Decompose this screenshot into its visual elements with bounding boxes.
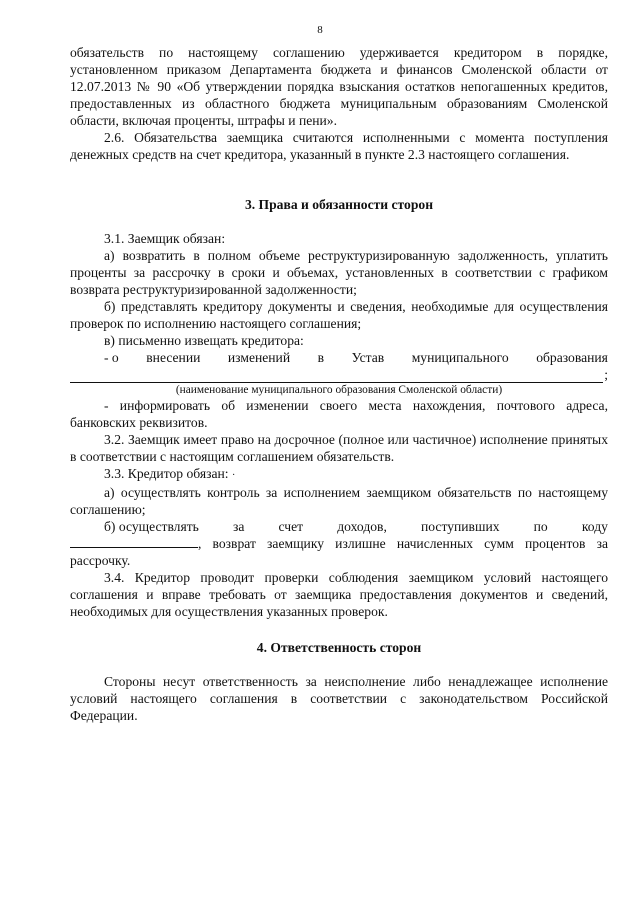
paragraph-3-3-a: а) осуществлять контроль за исполнением заемщиком обязательств по настоящему соглашению; <box>70 485 608 517</box>
code-line-word: по <box>533 519 548 534</box>
ustav-word: муниципального <box>411 350 509 365</box>
paragraph-3-3-b-tail-text: , возврат заемщику излишне начисленных сумм процентов за рассрочку. <box>70 536 608 568</box>
code-line-word: доходов, <box>337 519 387 534</box>
code-blank <box>70 535 198 548</box>
ustav-word: внесении <box>146 350 201 365</box>
code-line-word: за <box>233 519 245 534</box>
blank-caption: (наименование муниципального образования Смоленской области) <box>175 384 503 396</box>
paragraph-4: Стороны несут ответственность за неисполнение либо ненадлежащее исполнение условий настоящего соглашения в соответствии с законодательством Российской Федерации. <box>70 674 608 723</box>
stray-dot: · <box>231 470 236 481</box>
page-number: 8 <box>317 24 323 36</box>
code-line-word: поступивших <box>421 519 500 534</box>
paragraph-intro: обязательств по настоящему соглашению удерживается кредитором в порядке, установленном приказом Департамента бюджета и финансов Смоленской области от 12.07.2013 № 90 «Об утверждении порядка взыскания остатков непогашенных кредитов, предоставленных из областного бюджета муниципальным образованиям Смоленской области, включая проценты, штрафы и пени». <box>70 45 608 128</box>
paragraph-3-1: 3.1. Заемщик обязан: <box>104 231 226 246</box>
code-line <box>70 518 608 535</box>
paragraph-3-3-b-tail <box>70 535 608 569</box>
paragraph-3-1-b: б) представлять кредитору документы и сведения, необходимые для осуществления проверок по исполнению настоящего соглашения; <box>70 299 608 331</box>
ustav-word: изменений <box>227 350 291 365</box>
ustav-word: в <box>317 350 325 365</box>
code-line-word: коду <box>581 519 608 534</box>
document-body <box>70 44 608 724</box>
paragraph-inform: - информировать об изменении своего места нахождения, почтового адреса, банковских реквизитов. <box>70 398 608 430</box>
ustav-word: образования <box>536 350 608 365</box>
municipality-name-blank <box>70 366 608 383</box>
ustav-line <box>70 349 608 366</box>
paragraph-3-3 <box>70 465 608 484</box>
paragraph-3-1-v: в) письменно извещать кредитора: <box>104 333 304 348</box>
ustav-word: - о <box>104 350 119 365</box>
paragraph-3-4: 3.4. Кредитор проводит проверки соблюдения заемщиком условий настоящего соглашения и вправе требовать от заемщика предоставления документов и сведений, необходимых для осуществления указанных проверок. <box>70 570 608 619</box>
section-3-title: 3. Права и обязанности сторон <box>244 197 434 212</box>
paragraph-2-6: 2.6. Обязательства заемщика считаются исполненными с момента поступления денежных средств на счет кредитора, указанный в пункте 2.3 настоящего соглашения. <box>70 130 608 162</box>
code-line-word: счет <box>278 519 304 534</box>
section-4-title: 4. Ответственность сторон <box>256 640 422 655</box>
paragraph-3-1-a: а) возвратить в полном объеме реструктуризированную задолженность, уплатить проценты за рассрочку в сроки и объемах, установленных в соответствии с графиком возврата реструктуризированной задолженности; <box>70 248 608 297</box>
blank-line-end: ; <box>604 367 608 382</box>
paragraph-3-2: 3.2. Заемщик имеет право на досрочное (полное или частичное) исполнение принятых в соответствии с настоящим соглашением обязательств. <box>70 432 608 464</box>
ustav-word: Устав <box>351 350 385 365</box>
code-line-word: б) осуществлять <box>104 519 199 534</box>
paragraph-3-3-text: 3.3. Кредитор обязан: <box>104 466 229 481</box>
blank-line <box>70 370 603 383</box>
